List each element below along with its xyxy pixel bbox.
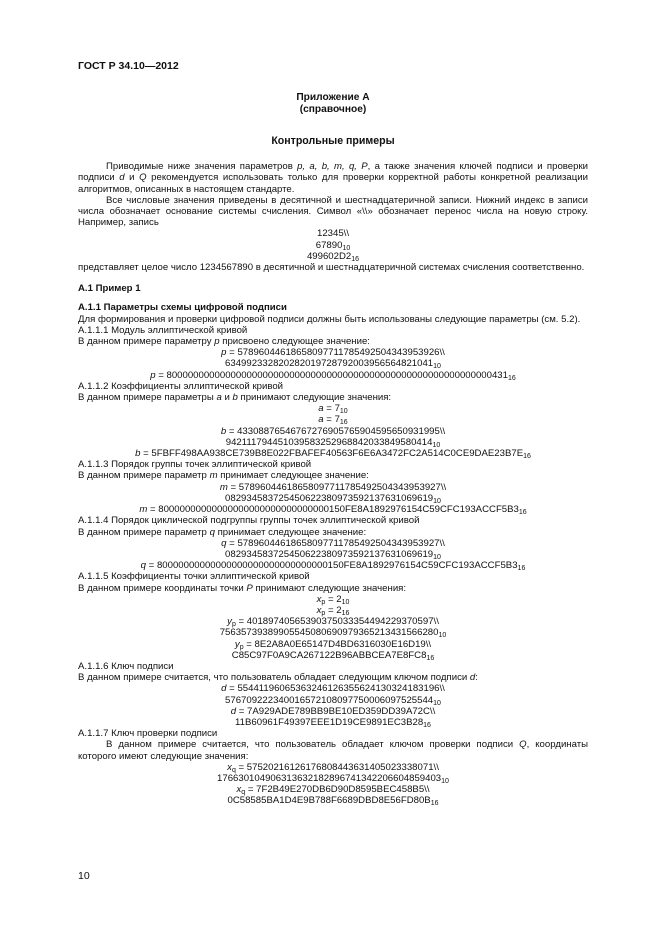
section-a1-heading: А.1 Пример 1 xyxy=(78,283,141,295)
point-p-heading: А.1.1.5 Коэффициенты точки эллиптической кривой xyxy=(78,571,310,583)
example-line-1: 12345\\ xyxy=(316,228,349,240)
intro-paragraph-3: представляет целое число 1234567890 в десятичной и шестнадцатеричной системах счисления соответственно. xyxy=(78,262,585,274)
coef-b-hex: $b = 5FBFF498AA938CE739B8E022FBAFEF40563F6E6A3472FC2A514C0CE9DAE23B7E_{16}$ xyxy=(135,448,531,461)
order-q-hex: $q = 80000000000000000000000000000000150FE8A1892976154C59CFC193ACCF5B3_{16}$ xyxy=(140,560,526,573)
section-a11-heading: А.1.1 Параметры схемы цифровой подписи xyxy=(78,302,287,314)
point-p-y-dec-line-1: $y_p$ = 40189740565390375033354494229370597\\ xyxy=(227,616,439,629)
intro-paragraph-2: Все числовые значения приведены в десятичной и шестнадцатеричной записи. Нижний индекс в записи числа обозначает основание системы счисления. Символ «\\» обозначает перенос числа на новую строку. Например, запись xyxy=(78,194,588,229)
order-m-hex: $m = 80000000000000000000000000000000150FE8A1892976154C59CFC193ACCF5B3_{16}$ xyxy=(139,504,527,517)
order-m-heading: А.1.1.3 Порядок группы точек эллиптической кривой xyxy=(78,459,312,471)
order-q-lead: В данном примере параметр q принимает следующее значение: xyxy=(78,526,367,538)
modulus-lead: В данном примере параметру p присвоено следующее значение: xyxy=(78,336,370,348)
order-m-lead: В данном примере параметр m принимает следующее значение: xyxy=(78,470,369,482)
page-content xyxy=(78,92,588,807)
sign-key-lead: В данном примере считается, что пользователь обладает следующим ключом подписи d: xyxy=(78,672,478,684)
modulus-dec-line-1: p = 57896044618658097711785492504343953926\\ xyxy=(221,347,445,359)
verify-key-heading: А.1.1.7 Ключ проверки подписи xyxy=(78,728,218,740)
sign-key-heading: А.1.1.6 Ключ подписи xyxy=(78,660,174,672)
point-p-x-hex: $x_p = 2_{16}$ xyxy=(316,604,350,617)
sign-key-dec-line-2: $576709222340016572108097750006097525544_{10}$ xyxy=(225,694,441,707)
sign-key-dec-line-1: d = 55441196065363246126355624130324183196\\ xyxy=(221,683,445,695)
order-m-dec-line-2: $082934583725450622380973592137631069619_{10}$ xyxy=(225,492,441,505)
appendix-label: Приложение А xyxy=(296,92,370,103)
verify-key-x-hex-line-1: $x_q$ = 7F2B49E270DB6D90D8595BEC458B5\\ xyxy=(236,784,430,797)
modulus-hex: $p = 8000000000000000000000000000000000000000000000000000000000000431_{16}$ xyxy=(150,369,516,382)
appendix-heading xyxy=(78,92,588,116)
order-q-dec-line-1: q = 57896044618658097711785492504343953927\\ xyxy=(221,537,445,549)
page-number: 10 xyxy=(78,870,90,882)
verify-key-x-dec-line-1: $x_q$ = 57520216126176808443631405023338071\\ xyxy=(227,761,439,774)
verify-key-x-dec-line-2: $176630104906313632182896741342206604859403_{10}$ xyxy=(217,772,449,785)
modulus-dec-line-2: $634992332820282019728792003956564821041_{10}$ xyxy=(225,358,441,371)
verify-key-lead: В данном примере считается, что пользователь обладает ключом проверки подписи Q, координаты которого имеют следующие значения: xyxy=(78,739,589,762)
coef-b-dec-line-2: $942111794451039583252968842033849580414_{10}$ xyxy=(225,436,441,449)
standard-header: ГОСТ Р 34.10—2012 xyxy=(78,60,179,72)
verify-key-x-hex-line-2: $0C58585BA1D4E9B788F6689DBD8E56FD80B_{16}$ xyxy=(227,795,439,808)
example-line-2: $67890_{10}$ xyxy=(315,239,351,252)
point-p-lead: В данном примере координаты точки P принимают следующие значения: xyxy=(78,582,407,594)
appendix-note: (справочное) xyxy=(299,104,367,115)
coef-a-dec: $a = 7_{10}$ xyxy=(318,403,348,416)
coef-a-hex: $a = 7_{16}$ xyxy=(318,414,348,427)
coef-heading: А.1.1.2 Коэффициенты эллиптической кривой xyxy=(78,380,284,392)
modulus-heading: А.1.1.1 Модуль эллиптической кривой xyxy=(78,324,248,336)
intro-paragraph-1: Приводимые ниже значения параметров p, a, b, m, q, P, а также значения ключей подписи и проверки подписи d и Q рекомендуется использовать только для проверки корректной работы конкретной реализации алгоритмов, описанных в настоящем стандарте. xyxy=(78,161,589,195)
example-line-3: $499602D2_{16}$ xyxy=(306,250,360,263)
point-p-y-hex-line-1: $y_p$ = 8E2A8A0E65147D4BD6316030E16D19\\ xyxy=(234,638,432,651)
order-m-dec-line-1: m = 57896044618658097711785492504343953927\\ xyxy=(219,481,447,493)
sign-key-hex-line-2: $11B60961F49397EEE1D19CE9891EC3B28_{16}$ xyxy=(235,716,431,729)
section-title: Контрольные примеры xyxy=(271,135,395,147)
sign-key-hex-line-1: d = 7A929ADE789BB9BE10ED359DD39A72C\\ xyxy=(230,705,436,717)
section-a11-text: Для формирования и проверки цифровой подписи должны быть использованы следующие параметры (см. 5.2). xyxy=(78,313,581,325)
coef-b-dec-line-1: b = 43308876546767276905765904595650931995\\ xyxy=(220,425,446,437)
order-q-heading: А.1.1.4 Порядок циклической подгруппы группы точек эллиптической кривой xyxy=(78,515,420,527)
order-q-dec-line-2: $082934583725450622380973592137631069619_{10}$ xyxy=(225,548,441,561)
coef-lead: В данном примере параметры a и b принимают следующие значения: xyxy=(78,392,392,404)
point-p-y-hex-line-2: $C85C97F0A9CA267122B96ABBCEA7E8FC8_{16}$ xyxy=(231,649,435,662)
point-p-y-dec-line-2: $75635739389905545080690979365213431566280_{10}$ xyxy=(219,627,447,640)
point-p-x-dec: $x_p = 2_{10}$ xyxy=(316,593,350,606)
